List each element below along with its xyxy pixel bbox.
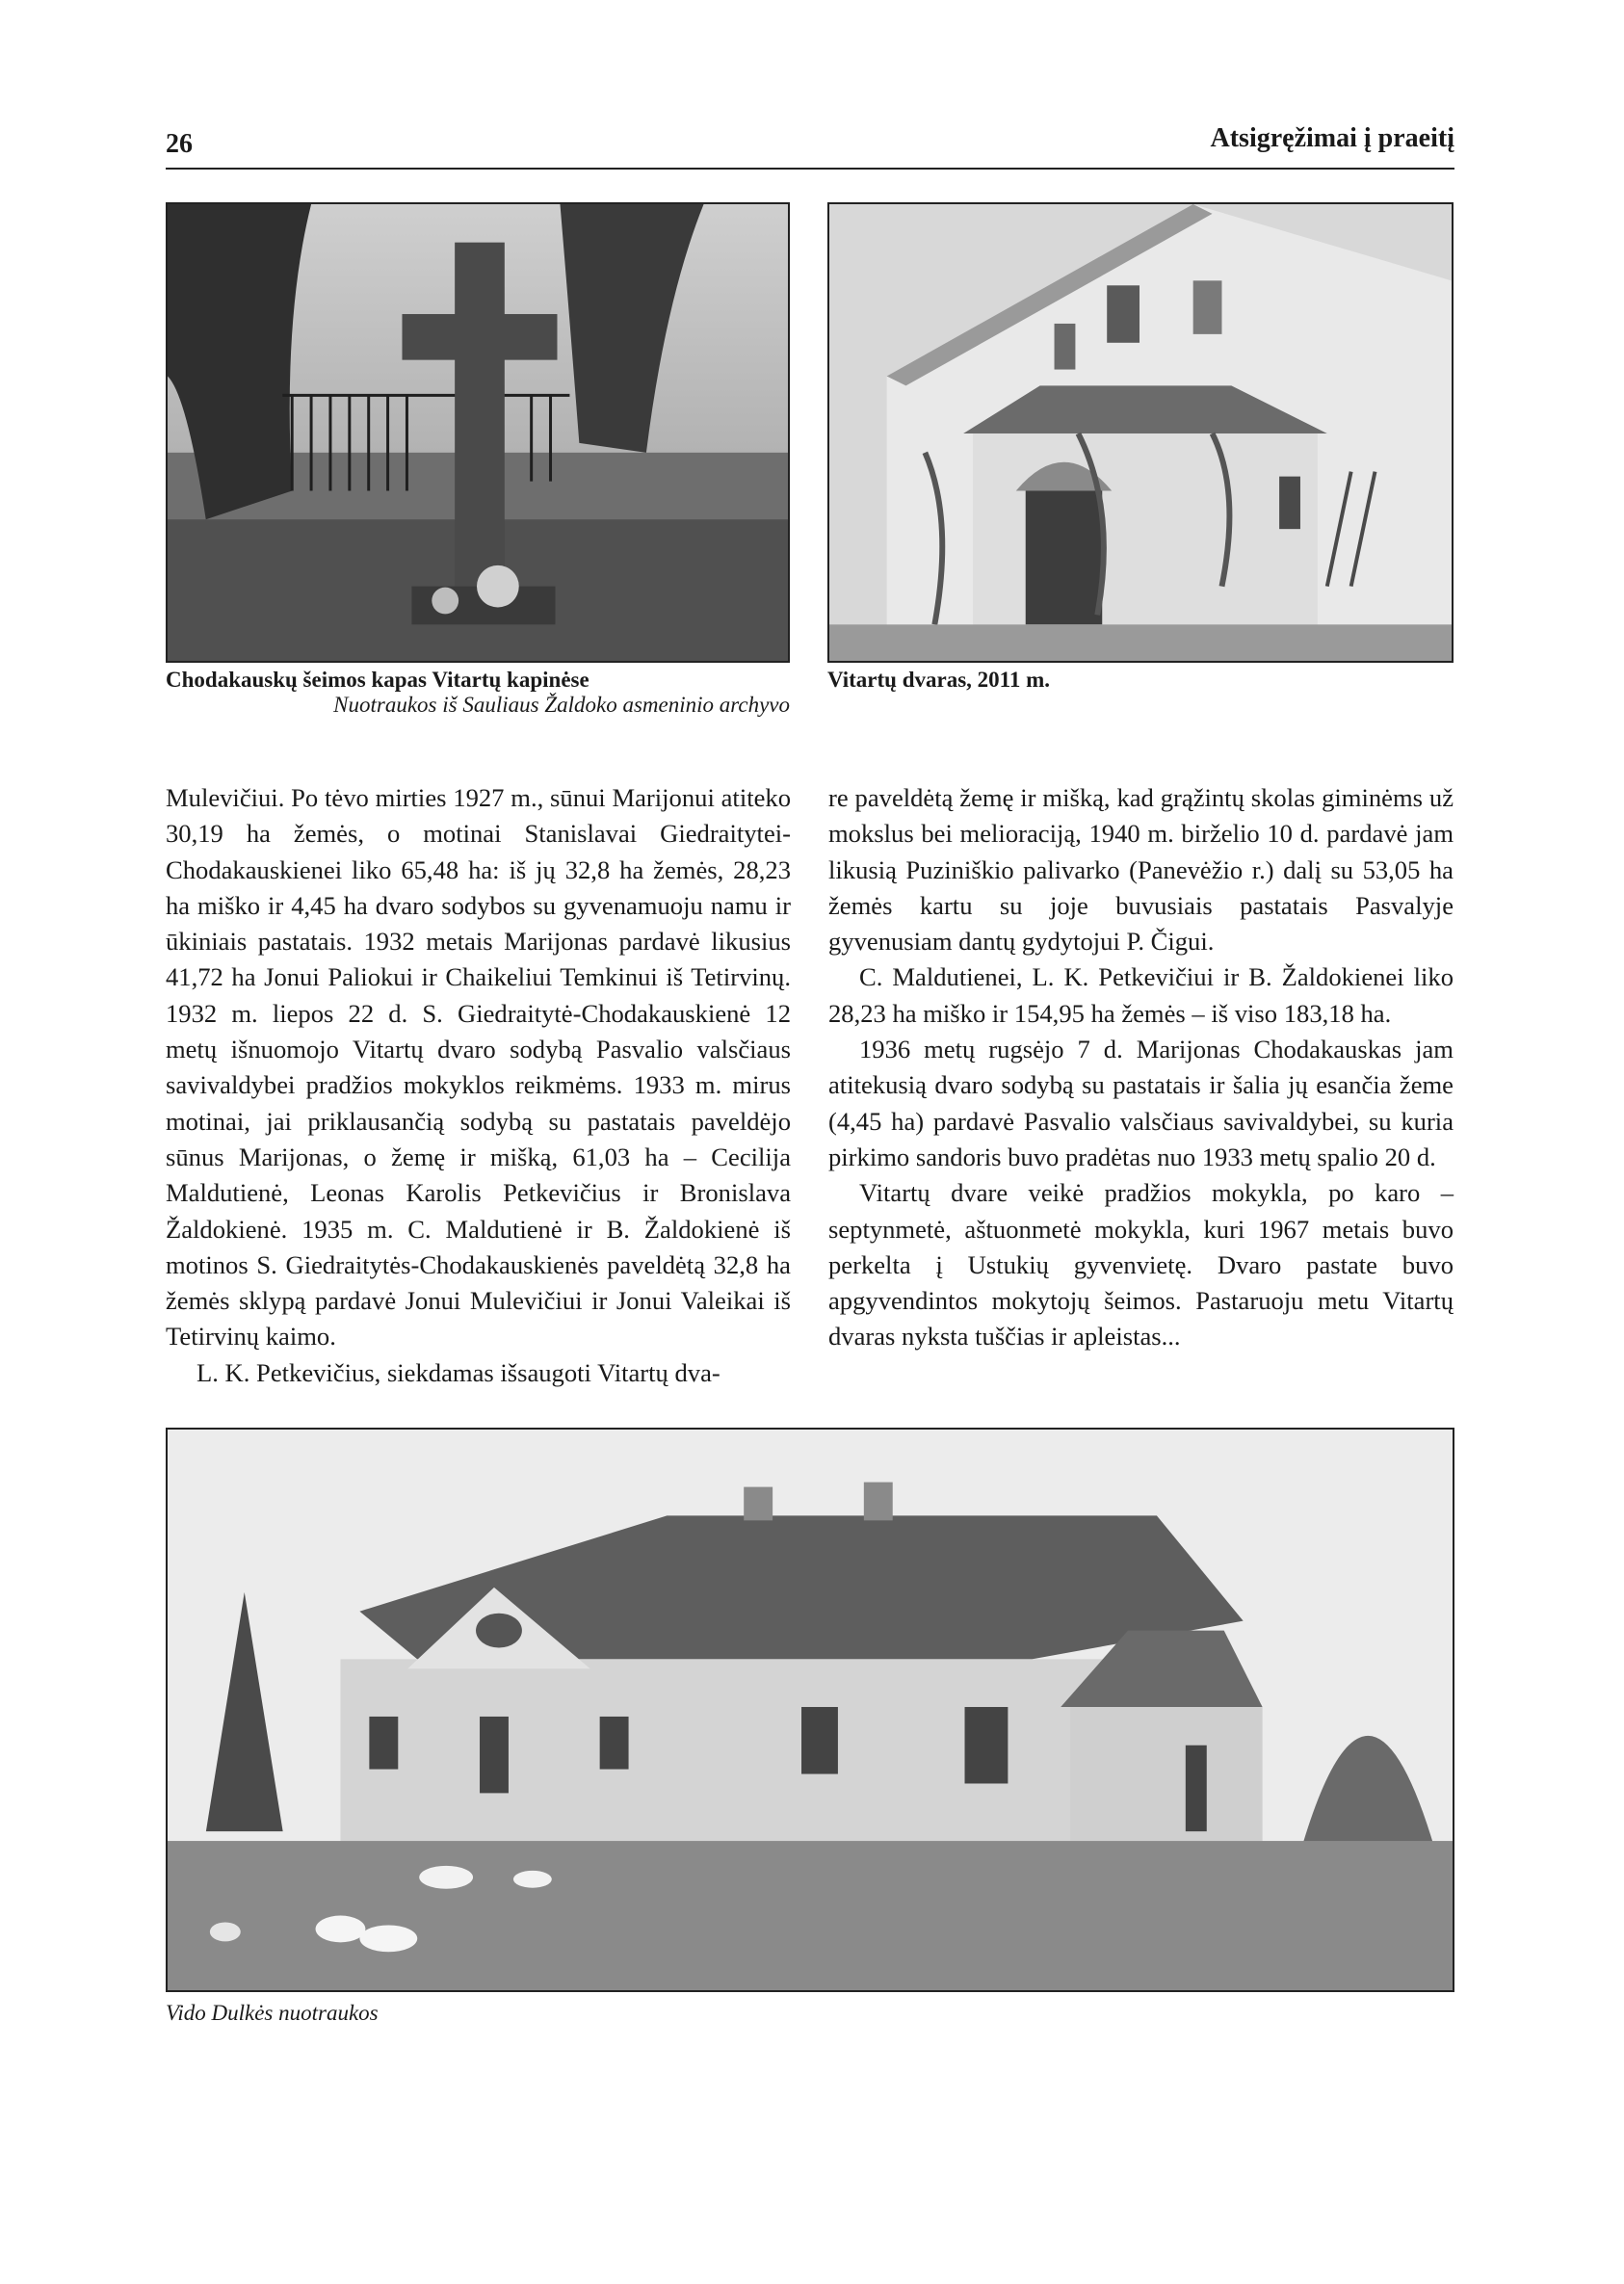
paragraph: L. K. Petkevičius, siekdamas išsaugoti Vitartų dva- [196,1357,720,1387]
caption-grave-credit: Nuotraukos iš Sauliaus Žaldoko asmeninio archyvo [333,693,790,717]
paragraph: Vitartų dvare veikė pradžios mokykla, po karo – septynmetė, aštuonmetė mokykla, kuri 1967 metais buvo perkelta į Ustukių gyvenvietę. Dvaro pastate buvo apgyvendintos mokytojų šeimos. Pastaruoju metu Vitartų dvaras nyksta tuščias ir apleistas... [828,1178,1454,1352]
photo-grave-cross [166,202,790,663]
caption-manor-wide [166,2001,379,2026]
caption-grave-title: Chodakauskų šeimos kapas Vitartų kapinėse [166,668,589,692]
caption-manor-2011-title: Vitartų dvaras, 2011 m. [827,668,1051,692]
page-number: 26 [166,129,193,159]
running-head: Atsigręžimai į praeitį [1210,123,1454,153]
caption-manor-wide-credit: Vido Dulkės nuotraukos [166,2001,379,2025]
paragraph: re paveldėtą žemę ir mišką, kad grąžintų skolas giminėms už mokslus bei melioraciją, 1940 m. birželio 10 d. pardavė jam likusią Puziniškio palivarko (Panevėžio r.) dalį su 53,05 ha žemės kartu su joje buvusiais pastatais Pasvalyje gyvenusiam dantų gydytojui P. Čigui. [828,783,1454,957]
caption-grave [166,668,790,718]
body-column-left [166,780,791,1391]
paragraph: Mulevičiui. Po tėvo mirties 1927 m., sūnui Marijonui atiteko 30,19 ha žemės, o motinai Stanislavai Giedraitytei-Chodakauskienei liko 65,48 ha: iš jų 32,8 ha žemės, 28,23 ha miško ir 4,45 ha dvaro sodybos su gyvenamuoju namu ir ūkiniais pastatais. 1932 metais Marijonas pardavė likusius 41,72 ha Jonui Paliokui ir Chaikeliui Temkinui iš Tetirvinų. 1932 m. liepos 22 d. S. Giedraitytė-Chodakauskienė 12 metų išnuomojo Vitartų dvaro sodybą Pasvalio valsčiaus savivaldybei pradžios mokyklos reikmėms. 1933 m. mirus motinai, jai priklausančią sodybą su pastatais paveldėjo sūnus Marijonas, o žemę ir mišką, 61,03 ha – Cecilija Maldutienė, Leonas Karolis Petkevičius ir Bronislava Žaldokienė. 1935 m. C. Maldutienė ir B. Žaldokienė iš motinos S. Giedraitytės-Chodakauskienės paveldėtą 32,8 ha žemės sklypą pardavė Jonui Mulevičiui ir Jonui Valeikai iš Tetirvinų kaimo. [166,783,791,1352]
paragraph: 1936 metų rugsėjo 7 d. Marijonas Chodakauskas jam atitekusią dvaro sodybą su pastatais ir šalia jų esančia žeme (4,45 ha) pardavė Pasvalio valsčiaus savivaldybei, su kuria pirkimo sandoris buvo pradėtas nuo 1933 metų spalio 20 d. [828,1035,1454,1171]
photo-manor-wide [166,1428,1454,1992]
photo-manor-2011 [827,202,1454,663]
caption-manor-2011 [827,668,1454,693]
header-rule [166,168,1454,170]
paragraph: C. Maldutienei, L. K. Petkevičiui ir B. Žaldokienei liko 28,23 ha miško ir 154,95 ha žemės – iš viso 183,18 ha. [828,962,1454,1028]
body-column-right [828,780,1454,1355]
